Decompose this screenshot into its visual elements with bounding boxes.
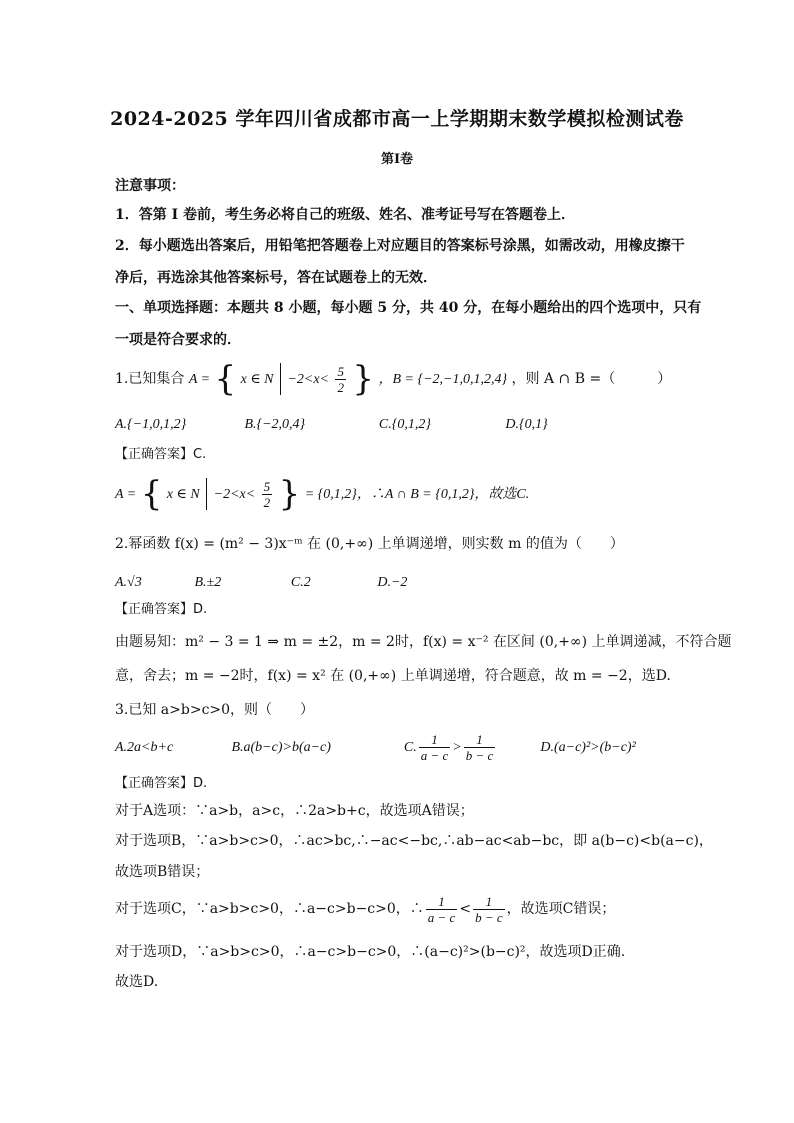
q1-prefix: 1.已知集合 [115,371,185,387]
q3-solc-frac-1 [426,894,458,925]
section1-line-2: 一项是符合要求的． [115,332,241,348]
question-1-stem [115,359,714,399]
q1-sol-lhs: A = [115,487,137,502]
page-subtitle: 第I卷 [380,152,414,167]
frac-num: 1 [473,894,505,910]
set-divider [206,478,207,510]
q1-sol-ineq: −2<x< [213,487,256,502]
question-3-stem: 3.已知 a>b>c>0，则（ ） [115,702,315,718]
question-2-stem: 2.幂函数 f(x) = (m² − 3)x⁻ᵐ 在 (0,+∞) 上单调递增，则实数 m 的值为（ ） [115,536,624,552]
right-brace: } [352,359,375,399]
q1-seta-lhs: A = [188,372,211,387]
q2-option-d: D.−2 [377,575,408,590]
q1-seta-ineq: −2<x< [287,372,329,387]
q2-option-a: A.√3 [115,575,142,590]
q1-frac-den: 2 [337,379,344,395]
q3-option-c-prefix: C. [403,740,417,755]
question-3-options [115,730,714,765]
q2-option-b: B.±2 [194,575,222,590]
q3-option-d: D.(a−c)²>(b−c)² [540,740,636,755]
page-title: 2024-2025 学年四川省成都市高一上学期期末数学模拟检测试卷 [110,108,684,130]
q3-optc-frac-1 [419,732,451,763]
q2-answer: 【正确答案】D. [115,602,208,617]
q2-solution-line-1: 由题易知：m² − 3 = 1 ⇒ m = ±2，m = 2时，f(x) = x⁻² 在区间 (0,+∞) 上单调递减，不符合题 [115,634,732,650]
q3-solution-c [115,892,714,926]
left-brace: { [214,359,237,399]
notice-heading: 注意事项： [115,178,185,194]
q1-sol-frac-den: 2 [263,494,271,510]
frac-num: 1 [419,732,451,748]
q2-option-c: C.2 [290,575,311,590]
frac-den: b − c [465,748,494,764]
frac-num: 1 [426,894,458,910]
q3-solc-prefix: 对于选项C，∵a>b>c>0，∴a−c>b−c>0，∴ [115,901,424,917]
q3-solution-d: 对于选项D，∵a>b>c>0，∴a−c>b−c>0，∴(a−c)²>(b−c)²，故选项D正确. [115,944,626,960]
q1-fraction [335,364,346,395]
question-2-options [115,572,714,593]
q1-option-c: C.{0,1,2} [378,417,431,432]
q3-option-a: A.2a<b+c [115,740,174,755]
q1-frac-num: 5 [337,363,344,379]
q1-option-d: D.{0,1} [505,417,548,432]
q1-solution [115,476,714,513]
q3-option-c [404,731,536,765]
q1-sol-frac-num: 5 [263,478,271,494]
gt-sign: > [452,740,462,755]
q1-sol-result: = {0,1,2}，∴A ∩ B = {0,1,2}，故选C. [304,487,530,502]
q3-solution-b-line-2: 故选项B错误； [115,864,210,880]
notice-item-1: 1．答第 I 卷前，考生务必将自己的班级、姓名、准考证号写在答题卷上． [115,207,576,223]
q1-answer: 【正确答案】C. [115,447,207,462]
notice-item-2-line-1: 2．每小题选出答案后，用铅笔把答题卷上对应题目的答案标号涂黑，如需改动，用橡皮擦干 [115,238,685,254]
q3-solution-a: 对于A选项：∵a>b，a>c，∴2a>b+c，故选项A错误； [115,803,474,819]
q1-sol-fraction [262,479,273,510]
q1-option-b: B.{−2,0,4} [244,417,306,432]
notice-item-2-line-2: 净后，再选涂其他答案标号，答在试题卷上的无效． [115,270,437,286]
q1-tail: ，则 A ∩ B =（ ） [511,371,672,387]
q1-setb: ，B = {−2,−1,0,1,2,4} [378,372,508,387]
frac-num: 1 [464,732,496,748]
q3-solc-frac-2 [473,894,505,925]
left-brace: { [140,474,163,514]
lt-sign: < [459,901,472,917]
q3-optc-frac-2 [464,732,496,763]
frac-den: b − c [475,909,503,925]
q3-solc-suffix: ，故选项C错误； [506,901,616,917]
q1-option-a: A.{−1,0,1,2} [115,417,187,432]
q3-option-b: B.a(b−c)>b(a−c) [231,740,331,755]
right-brace: } [278,474,301,514]
q3-answer: 【正确答案】D. [115,776,208,791]
frac-den: a − c [427,909,456,925]
q3-final: 故选D. [115,974,159,990]
section1-line-1: 一、单项选择题：本题共 8 小题，每小题 5 分，共 40 分，在每小题给出的四个选项中，只有 [115,300,702,316]
q1-sol-cond: x ∈ N [166,487,200,502]
q3-solution-b-line-1: 对于选项B，∵a>b>c>0，∴ac>bc,∴−ac<−bc,∴ab−ac<ab−bc，即 a(b−c)<b(a−c)， [115,833,713,849]
q2-solution-line-2: 意，舍去；m = −2时，f(x) = x² 在 (0,+∞) 上单调递增，符合题意，故 m = −2，选D. [115,668,671,684]
q1-seta-cond: x ∈ N [240,372,274,387]
frac-den: a − c [420,748,449,764]
question-1-options [115,414,714,435]
set-divider [280,363,281,395]
